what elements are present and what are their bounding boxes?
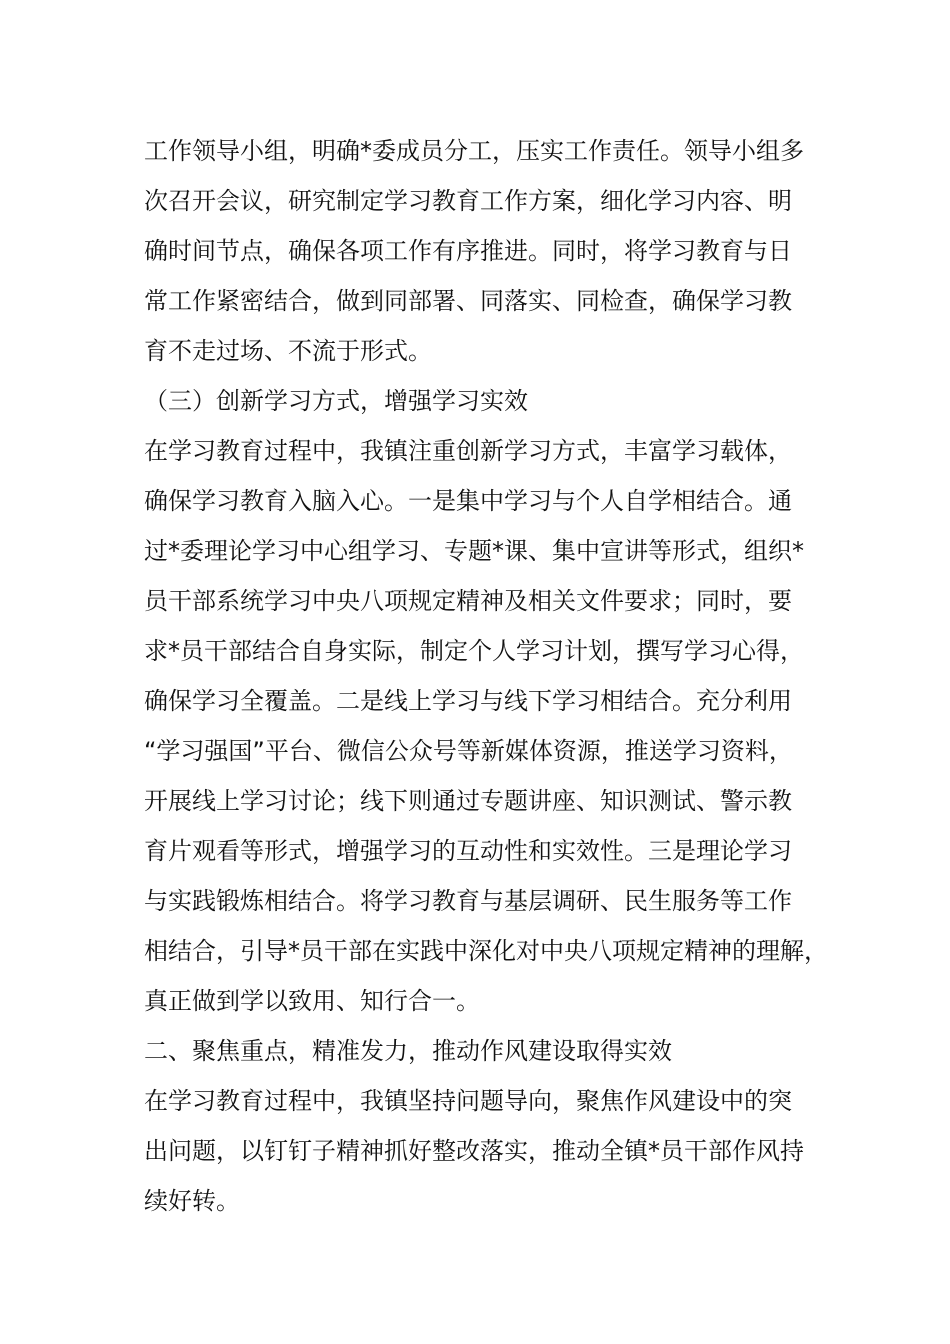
text-line: 确时间节点，确保各项工作有序推进。同时，将学习教育与日 — [144, 237, 792, 265]
text-line: 出问题，以钉钉子精神抓好整改落实，推动全镇*员干部作风持 — [144, 1137, 804, 1165]
text-line: 过*委理论学习中心组学习、专题*课、集中宣讲等形式，组织* — [144, 537, 804, 565]
section-heading: （三）创新学习方式，增强学习实效 — [144, 387, 528, 415]
text-line: 常工作紧密结合，做到同部署、同落实、同检查，确保学习教 — [144, 287, 792, 315]
text-line: 与实践锻炼相结合。将学习教育与基层调研、民生服务等工作 — [144, 887, 792, 915]
text-line: 真正做到学以致用、知行合一。 — [144, 987, 480, 1015]
text-line: 在学习教育过程中，我镇坚持问题导向，聚焦作风建设中的突 — [144, 1087, 792, 1115]
text-line: 相结合，引导*员干部在实践中深化对中央八项规定精神的理解， — [144, 937, 828, 965]
text-line: 在学习教育过程中，我镇注重创新学习方式，丰富学习载体， — [144, 437, 792, 465]
text-line: 育不走过场、不流于形式。 — [144, 337, 432, 365]
text-line: 求*员干部结合自身实际，制定个人学习计划，撰写学习心得， — [144, 637, 804, 665]
text-line: 确保学习全覆盖。二是线上学习与线下学习相结合。充分利用 — [144, 687, 792, 715]
document-body — [144, 126, 834, 1226]
text-line: 次召开会议，研究制定学习教育工作方案，细化学习内容、明 — [144, 187, 792, 215]
text-line: 工作领导小组，明确*委成员分工，压实工作责任。领导小组多 — [144, 137, 804, 165]
text-line: “学习强国”平台、微信公众号等新媒体资源，推送学习资料， — [144, 737, 793, 765]
text-line: 续好转。 — [144, 1187, 240, 1215]
text-line: 开展线上学习讨论；线下则通过专题讲座、知识测试、警示教 — [144, 787, 792, 815]
section-heading: 二、聚焦重点，精准发力，推动作风建设取得实效 — [144, 1037, 672, 1065]
text-line: 员干部系统学习中央八项规定精神及相关文件要求；同时，要 — [144, 587, 792, 615]
text-line: 确保学习教育入脑入心。一是集中学习与个人自学相结合。通 — [144, 487, 792, 515]
text-line: 育片观看等形式，增强学习的互动性和实效性。三是理论学习 — [144, 837, 792, 865]
